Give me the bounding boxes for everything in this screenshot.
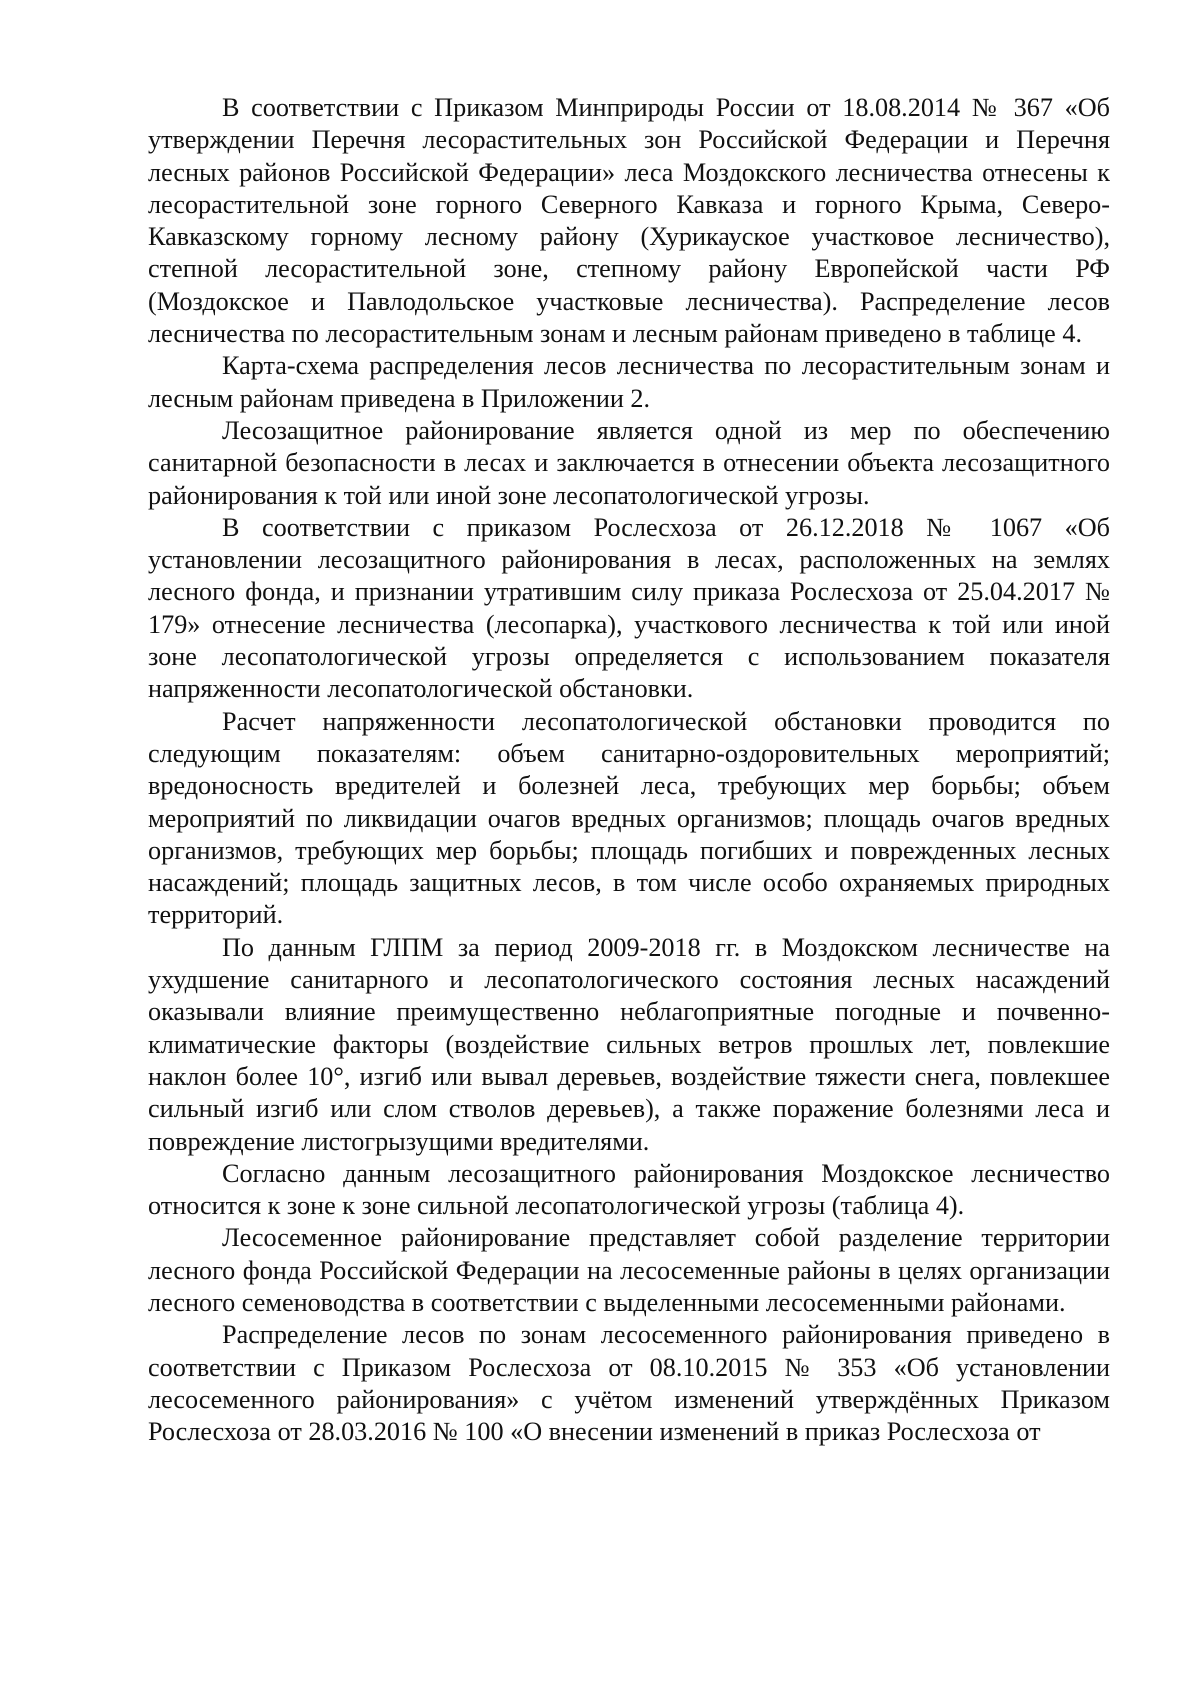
paragraph-tension-indicators: Расчет напряженности лесопатологической обстановки проводится по следующим показателям: объем санитарно-оздоровительных мероприятий; вредоносность вредителей и болезней леса, требующих мер борьбы; объем мероприятий по ликвидации очагов вредных организмов; площадь очагов вредных организмов, требующих мер борьбы; площадь погибших и поврежденных лесных насаждений; площадь защитных лесов, в том числе особо охраняемых природных территорий.	[148, 706, 1110, 930]
paragraph-forest-protection-zoning: Лесозащитное районирование является одной из мер по обеспечению санитарной безопасности в лесах и заключается в отнесении объекта лесозащитного районирования к той или иной зоне лесопатологической угрозы.	[148, 415, 1110, 510]
paragraph-map-scheme: Карта-схема распределения лесов лесничества по лесорастительным зонам и лесным районам приведена в Приложении 2.	[148, 351, 1110, 413]
document-page	[148, 92, 1110, 1448]
paragraph-threat-zone: Согласно данным лесозащитного районирования Моздокское лесничество относится к зоне к зоне сильной лесопатологической угрозы (таблица 4).	[148, 1158, 1110, 1221]
paragraph-glpm-data: По данным ГЛПМ за период 2009-2018 гг. в Моздокском лесничестве на ухудшение санитарного и лесопатологического состояния лесных насаждений оказывали влияние преимущественно неблагоприятные погодные и почвенно-климатические факторы (воздействие сильных ветров прошлых лет, повлекшие наклон более 10°, изгиб или вывал деревьев, воздействие тяжести снега, повлекшее сильный изгиб или слом стволов деревьев), а также поражение болезнями леса и повреждение листогрызущими вредителями.	[148, 932, 1110, 1156]
paragraph-seed-zoning: Лесосеменное районирование представляет собой разделение территории лесного фонда Российской Федерации на лесосеменные районы в целях организации лесного семеноводства в соответствии с выделенными лесосеменными районами.	[148, 1223, 1110, 1317]
paragraph-seed-zoning-distribution: Распределение лесов по зонам лесосеменного районирования приведено в соответствии с Приказом Рослесхоза от 08.10.2015 № 353 «Об установлении лесосеменного районирования» с учётом изменений утверждённых Приказом Рослесхоза от 28.03.2016 № 100 «О внесении изменений в приказ Рослесхоза от	[148, 1320, 1110, 1447]
paragraph-rosleshoz-order-1067: В соответствии с приказом Рослесхоза от 26.12.2018 № 1067 «Об установлении лесозащитного районирования в лесах, расположенных на землях лесного фонда, и признании утратившим силу приказа Рослесхоза от 25.04.2017 № 179» отнесение лесничества (лесопарка), участкового лесничества к той или иной зоне лесопатологической угрозы определяется с использованием показателя напряженности лесопатологической обстановки.	[148, 512, 1110, 704]
paragraph-forest-zones: В соответствии с Приказом Минприроды России от 18.08.2014 № 367 «Об утверждении Перечня лесорастительных зон Российской Федерации и Перечня лесных районов Российской Федерации» леса Моздокского лесничества отнесены к лесорастительной зоне горного Северного Кавказа и горного Крыма, Северо-Кавказскому горному лесному району (Хурикауское участковое лесничество), степной лесорастительной зоне, степному району Европейской части РФ (Моздокское и Павлодольское участковые лесничества). Распределение лесов лесничества по лесорастительным зонам и лесным районам приведено в таблице 4.	[148, 93, 1110, 349]
